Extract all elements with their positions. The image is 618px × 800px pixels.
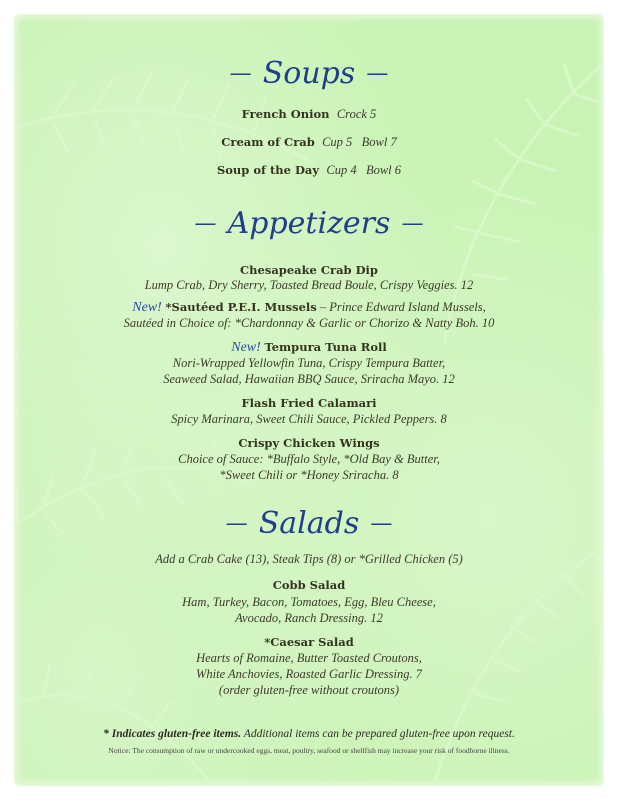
salads-heading: — Salads — bbox=[225, 506, 393, 541]
menu-item-name: Flash Fried Calamari bbox=[241, 396, 377, 410]
menu-item-name: Cobb Salad bbox=[272, 578, 346, 592]
menu-item-desc: Spicy Marinara, Sweet Chili Sauce, Pickled Peppers. 8 bbox=[171, 412, 447, 426]
menu-item: Soup of the Day Cup 4 Bowl 6 bbox=[216, 163, 402, 177]
menu-item-desc: Ham, Turkey, Bacon, Tomatoes, Egg, Bleu Cheese, bbox=[182, 595, 436, 609]
menu-item-desc: Nori-Wrapped Yellowfin Tuna, Crispy Tempura Batter, bbox=[172, 356, 446, 370]
menu-item-desc: Hearts of Romaine, Butter Toasted Croutons, bbox=[196, 651, 422, 665]
new-badge: New! bbox=[231, 340, 261, 355]
menu-item-desc: Sautéed in Choice of: *Chardonnay & Garlic or Chorizo & Natty Boh. 10 bbox=[123, 316, 495, 330]
menu-sheet bbox=[14, 14, 604, 786]
foodborne-notice: Notice: The consumption of raw or undercooked eggs, meat, poultry, seafood or shellfish may increase your risk of foodborne illness. bbox=[108, 746, 510, 755]
salads-title: Salads bbox=[258, 506, 360, 541]
menu-item-desc: Seaweed Salad, Hawaiian BBQ Sauce, Sriracha Mayo. 12 bbox=[163, 372, 455, 386]
new-badge: New! bbox=[132, 300, 162, 315]
menu-item: French Onion Crock 5 bbox=[241, 107, 377, 121]
menu-item-desc: Lump Crab, Dry Sherry, Toasted Bread Boule, Crispy Veggies. 12 bbox=[144, 278, 474, 292]
menu-item-desc: Avocado, Ranch Dressing. 12 bbox=[235, 611, 383, 625]
menu-item-desc: *Sweet Chili or *Honey Sriracha. 8 bbox=[219, 468, 399, 482]
menu-item-desc: White Anchovies, Roasted Garlic Dressing. 7 bbox=[195, 667, 422, 681]
appetizers-title: Appetizers bbox=[227, 206, 391, 241]
menu-item: Cream of Crab Cup 5 Bowl 7 bbox=[221, 135, 397, 149]
menu-item-name: Chesapeake Crab Dip bbox=[240, 263, 378, 277]
salad-addon: Add a Crab Cake (13), Steak Tips (8) or *Grilled Chicken (5) bbox=[155, 552, 463, 566]
menu-item-name: New! Tempura Tuna Roll bbox=[231, 340, 387, 355]
appetizers-heading: — Appetizers — bbox=[194, 206, 424, 241]
soups-title: Soups bbox=[262, 56, 356, 91]
menu-item-name: New! *Sautéed P.E.I. Mussels – Prince Edward Island Mussels, bbox=[132, 300, 486, 315]
menu-item-desc: (order gluten-free without croutons) bbox=[218, 683, 400, 697]
menu-item-desc: Choice of Sauce: *Buffalo Style, *Old Bay & Butter, bbox=[178, 452, 440, 466]
soups-heading: — Soups — bbox=[229, 56, 389, 91]
gluten-free-note: * Indicates gluten-free items. Additional items can be prepared gluten-free upon request. bbox=[103, 728, 515, 740]
menu-item-name: Crispy Chicken Wings bbox=[238, 436, 380, 450]
menu-item-name: *Caesar Salad bbox=[264, 635, 354, 649]
